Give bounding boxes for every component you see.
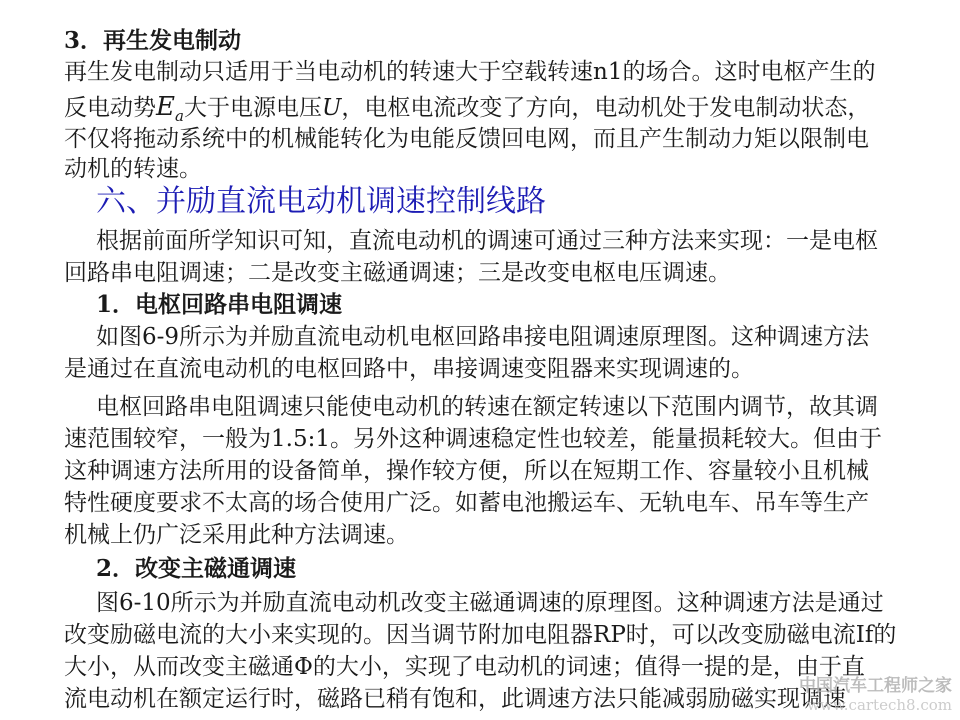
- para-armature-line-1: 电枢回路串电阻调速只能使电动机的转速在额定转速以下范围内调节，故其调: [96, 394, 878, 420]
- para-armature-line-4: 特性硬度要求不太高的场合使用广泛。如蓄电池搬运车、无轨电车、吊车等生产: [64, 490, 869, 516]
- text-segment: 反电动势: [64, 95, 156, 121]
- para-armature-line-2: 速范围较窄，一般为1.5:1。另外这种调速稳定性也较差，能量损耗较大。但由于: [64, 426, 882, 452]
- para-regen-line-3: 不仅将拖动系统中的机械能转化为电能反馈回电网，而且产生制动力矩以限制电: [64, 126, 869, 152]
- para-fig69-line-1: 如图6-9所示为并励直流电动机电枢回路串接电阻调速原理图。这种调速方法: [96, 324, 870, 350]
- para-armature-line-5: 机械上仍广泛采用此种方法调速。: [64, 522, 409, 548]
- section-6-title: 六、并励直流电动机调速控制线路: [96, 184, 546, 219]
- para-fig69-line-2: 是通过在直流电动机的电枢回路中，串接调速变阻器来实现调速的。: [64, 356, 754, 382]
- watermark-url: www.cartech8.com: [807, 696, 952, 714]
- text-segment: ，电枢电流改变了方向，电动机处于发电制动状态，: [341, 95, 871, 121]
- para-flux-line-3: 大小，从而改变主磁通Φ的大小，实现了电动机的词速；值得一提的是，由于直: [64, 654, 865, 680]
- para-armature-line-3: 这种调速方法所用的设备简单，操作较方便，所以在短期工作、容量较小且机械: [64, 458, 869, 484]
- para-intro-line-1: 根据前面所学知识可知，直流电动机的调速可通过三种方法来实现：一是电枢: [96, 228, 878, 254]
- para-flux-line-4: 流电动机在额定运行时，磁路已稍有饱和，此调速方法只能减弱励磁实现调速: [64, 686, 846, 712]
- symbol-e: E: [156, 92, 175, 122]
- para-flux-line-2: 改变励磁电流的大小来实现的。因当调节附加电阻器RP时，可以改变励磁电流If的: [64, 622, 897, 648]
- section-1-title: 1．电枢回路串电阻调速: [96, 291, 343, 318]
- section-3-title: 3．再生发电制动: [64, 27, 242, 54]
- watermark-title: 中国汽车工程师之家: [799, 676, 952, 696]
- watermark: [772, 676, 952, 714]
- section-2-title: 2．改变主磁通调速: [96, 555, 297, 582]
- symbol-ea: [156, 92, 184, 125]
- para-regen-line-4: 动机的转速。: [64, 156, 202, 182]
- symbol-subscript-a: a: [174, 107, 184, 125]
- symbol-u: U: [321, 95, 342, 121]
- text-segment: 大于电源电压: [183, 95, 322, 121]
- para-intro-line-2: 回路串电阻调速；二是改变主磁通调速；三是改变电枢电压调速。: [64, 260, 731, 286]
- para-regen-line-1: 再生发电制动只适用于当电动机的转速大于空载转速n1的场合。这时电枢产生的: [64, 59, 876, 85]
- para-flux-line-1: 图6-10所示为并励直流电动机改变主磁通调速的原理图。这种调速方法是通过: [96, 590, 884, 616]
